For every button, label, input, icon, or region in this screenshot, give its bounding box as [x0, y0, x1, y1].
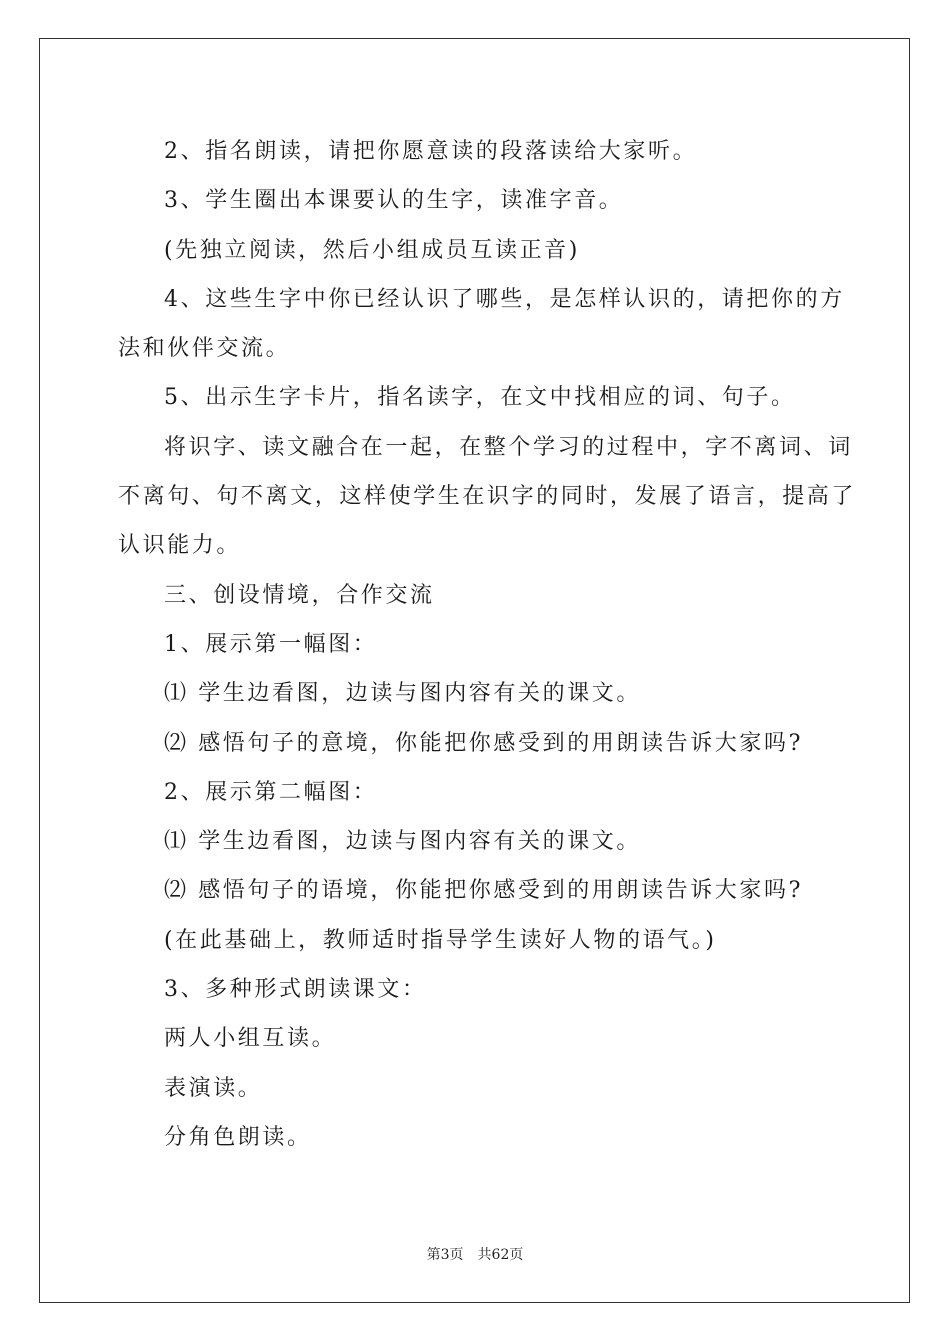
text-line: 1、展示第一幅图： — [164, 631, 378, 657]
text-line: 5、出示生字卡片，指名读字，在文中找相应的词、句子。 — [164, 385, 796, 411]
text-line: 表演读。 — [164, 1075, 263, 1101]
paragraph — [118, 176, 838, 225]
paragraph — [118, 423, 857, 571]
paragraph — [118, 768, 838, 817]
page-footer — [0, 1244, 950, 1264]
text-line: ⑵ 感悟句子的意境，你能把你感受到的用朗读告诉大家吗? — [164, 730, 803, 756]
paragraph — [118, 373, 838, 422]
text-line: 2、展示第二幅图： — [164, 779, 378, 805]
paragraph — [118, 1014, 838, 1063]
paragraph — [118, 719, 838, 768]
paragraph — [118, 817, 838, 866]
paragraph — [118, 916, 838, 965]
paragraph — [118, 571, 838, 620]
text-line: 认识能力。 — [118, 533, 242, 559]
paragraph — [118, 127, 838, 176]
paragraph — [118, 275, 845, 374]
text-line: 3、学生圈出本课要认的生字，读准字音。 — [164, 188, 624, 214]
paragraph — [118, 1113, 838, 1162]
text-line: (先独立阅读，然后小组成员互读正音) — [164, 237, 580, 263]
page-number: 第3页 — [426, 1247, 464, 1263]
text-line: ⑵ 感悟句子的语境，你能把你感受到的用朗读告诉大家吗? — [164, 878, 803, 904]
paragraph — [118, 620, 838, 669]
paragraph — [118, 965, 838, 1014]
text-line: 将识字、读文融合在一起，在整个学习的过程中，字不离词、词 — [164, 434, 853, 460]
text-line: ⑴ 学生边看图，边读与图内容有关的课文。 — [164, 681, 641, 707]
text-line: 4、这些生字中你已经认识了哪些，是怎样认识的，请把你的方 — [164, 286, 845, 312]
text-line: 三、创设情境，合作交流 — [164, 582, 435, 608]
text-line: 法和伙伴交流。 — [118, 336, 291, 362]
paragraph — [118, 226, 838, 275]
text-line: 3、多种形式朗读课文： — [164, 977, 427, 1003]
text-line: 分角色朗读。 — [164, 1124, 312, 1150]
text-line: 2、指名朗读，请把你愿意读的段落读给大家听。 — [164, 139, 698, 164]
text-line: ⑴ 学生边看图，边读与图内容有关的课文。 — [164, 829, 641, 855]
text-line: 两人小组互读。 — [164, 1026, 337, 1052]
text-line: 不离句、句不离文，这样使学生在识字的同时，发展了语言，提高了 — [118, 484, 857, 510]
paragraph — [118, 669, 838, 718]
paragraph — [118, 866, 838, 915]
page-total: 共62页 — [477, 1247, 524, 1263]
document-body — [118, 127, 857, 1162]
paragraph — [118, 1064, 838, 1113]
text-line: (在此基础上，教师适时指导学生读好人物的语气。) — [164, 927, 717, 953]
